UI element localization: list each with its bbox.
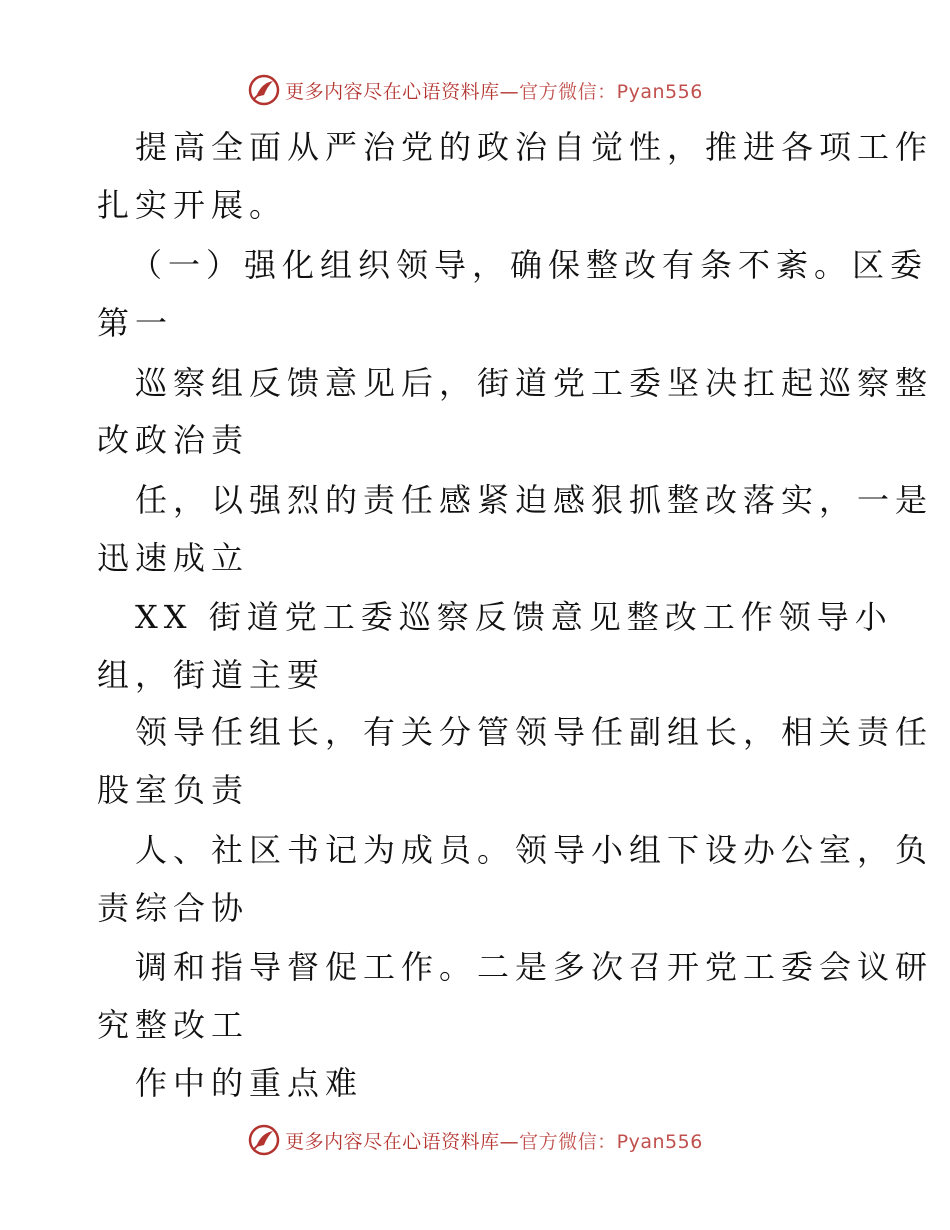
header-banner xyxy=(0,70,950,110)
footer-banner-text xyxy=(285,1127,703,1154)
header-banner-wechat: 官方微信：Pyan556 xyxy=(519,80,703,103)
logo-icon xyxy=(247,73,281,107)
text-line: 究整改工 xyxy=(97,1006,250,1044)
text-line: 股室负责 xyxy=(97,771,250,809)
text-line: 调和指导督促工作。二是多次召开党工委会议研 xyxy=(135,948,934,986)
text-line: 责综合协 xyxy=(97,889,250,927)
text-line: 人、社区书记为成员。领导小组下设办公室，负 xyxy=(135,831,934,869)
text-line: 巡察组反馈意见后，街道党工委坚决扛起巡察整 xyxy=(135,364,934,402)
text-line: 领导任组长，有关分管领导任副组长，相关责任 xyxy=(135,713,934,751)
header-banner-text xyxy=(285,77,703,104)
footer-banner xyxy=(0,1120,950,1160)
text-line: 任，以强烈的责任感紧迫感狠抓整改落实，一是 xyxy=(135,481,934,519)
header-banner-main: 更多内容尽在心语资料库 xyxy=(285,80,500,103)
text-line: 组，街道主要 xyxy=(97,656,326,694)
footer-banner-main: 更多内容尽在心语资料库 xyxy=(285,1130,500,1153)
text-line: 作中的重点难 xyxy=(135,1064,364,1102)
text-line: 扎实开展。 xyxy=(97,186,288,224)
text-line: （一）强化组织领导，确保整改有条不紊。区委 xyxy=(130,246,929,284)
logo-icon xyxy=(247,1123,281,1157)
text-line: 第一 xyxy=(97,304,174,342)
header-banner-dash: — xyxy=(499,80,520,103)
footer-banner-dash: — xyxy=(499,1130,520,1153)
text-line: 迅速成立 xyxy=(97,539,250,577)
text-line: XX 街道党工委巡察反馈意见整改工作领导小 xyxy=(135,598,893,636)
text-line: 提高全面从严治党的政治自觉性，推进各项工作 xyxy=(135,128,934,166)
text-line: 改政治责 xyxy=(97,421,250,459)
footer-banner-wechat: 官方微信：Pyan556 xyxy=(519,1130,703,1153)
